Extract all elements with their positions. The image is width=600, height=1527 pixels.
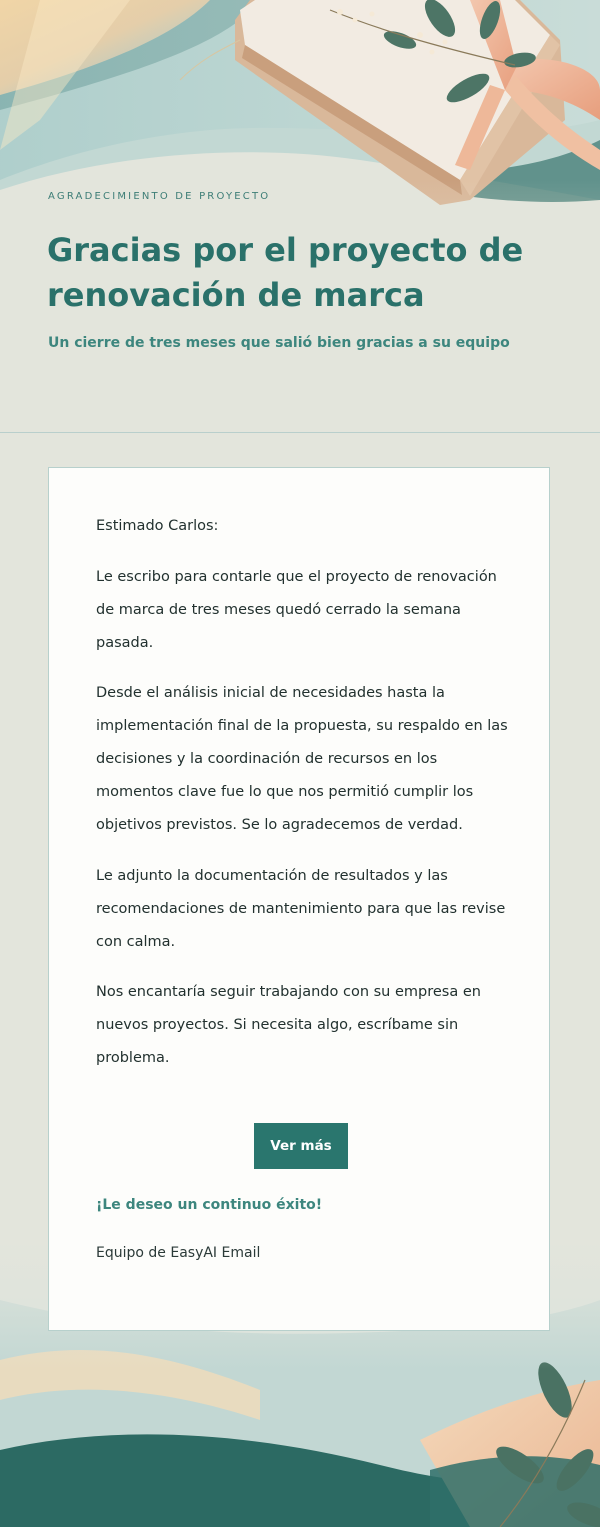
greeting: Estimado Carlos: [96, 518, 219, 534]
email-subtitle: Un cierre de tres meses que salió bien gracias a su equipo [48, 335, 510, 351]
header-divider [0, 432, 600, 433]
paragraph-3: Le adjunto la documentación de resultados y las recomendaciones de mantenimiento para que las revise con calma. [96, 868, 506, 950]
email-title: Gracias por el proyecto de renovación de marca [47, 231, 524, 314]
paragraph-4: Nos encantaría seguir trabajando con su empresa en nuevos proyectos. Si necesita algo, escríbame sin problema. [96, 984, 481, 1066]
message-body [96, 514, 512, 1066]
email-header [0, 0, 600, 432]
header-illustration [0, 0, 600, 432]
eyebrow-label: AGRADECIMIENTO DE PROYECTO [48, 191, 271, 202]
paragraph-1: Le escribo para contarle que el proyecto de renovación de marca de tres meses quedó cerrado la semana pasada. [96, 569, 497, 651]
message-card [48, 467, 550, 1331]
closing-line: ¡Le deseo un continuo éxito! [96, 1197, 323, 1213]
signature: Equipo de EasyAI Email [96, 1245, 261, 1261]
see-more-button[interactable]: Ver más [254, 1123, 348, 1169]
paragraph-2: Desde el análisis inicial de necesidades hasta la implementación final de la propuesta, su respaldo en las decisiones y la coordinación de recursos en los momentos clave fue lo que nos permitió cumplir los objetivos previstos. Se lo agradecemos de verdad. [96, 685, 508, 833]
